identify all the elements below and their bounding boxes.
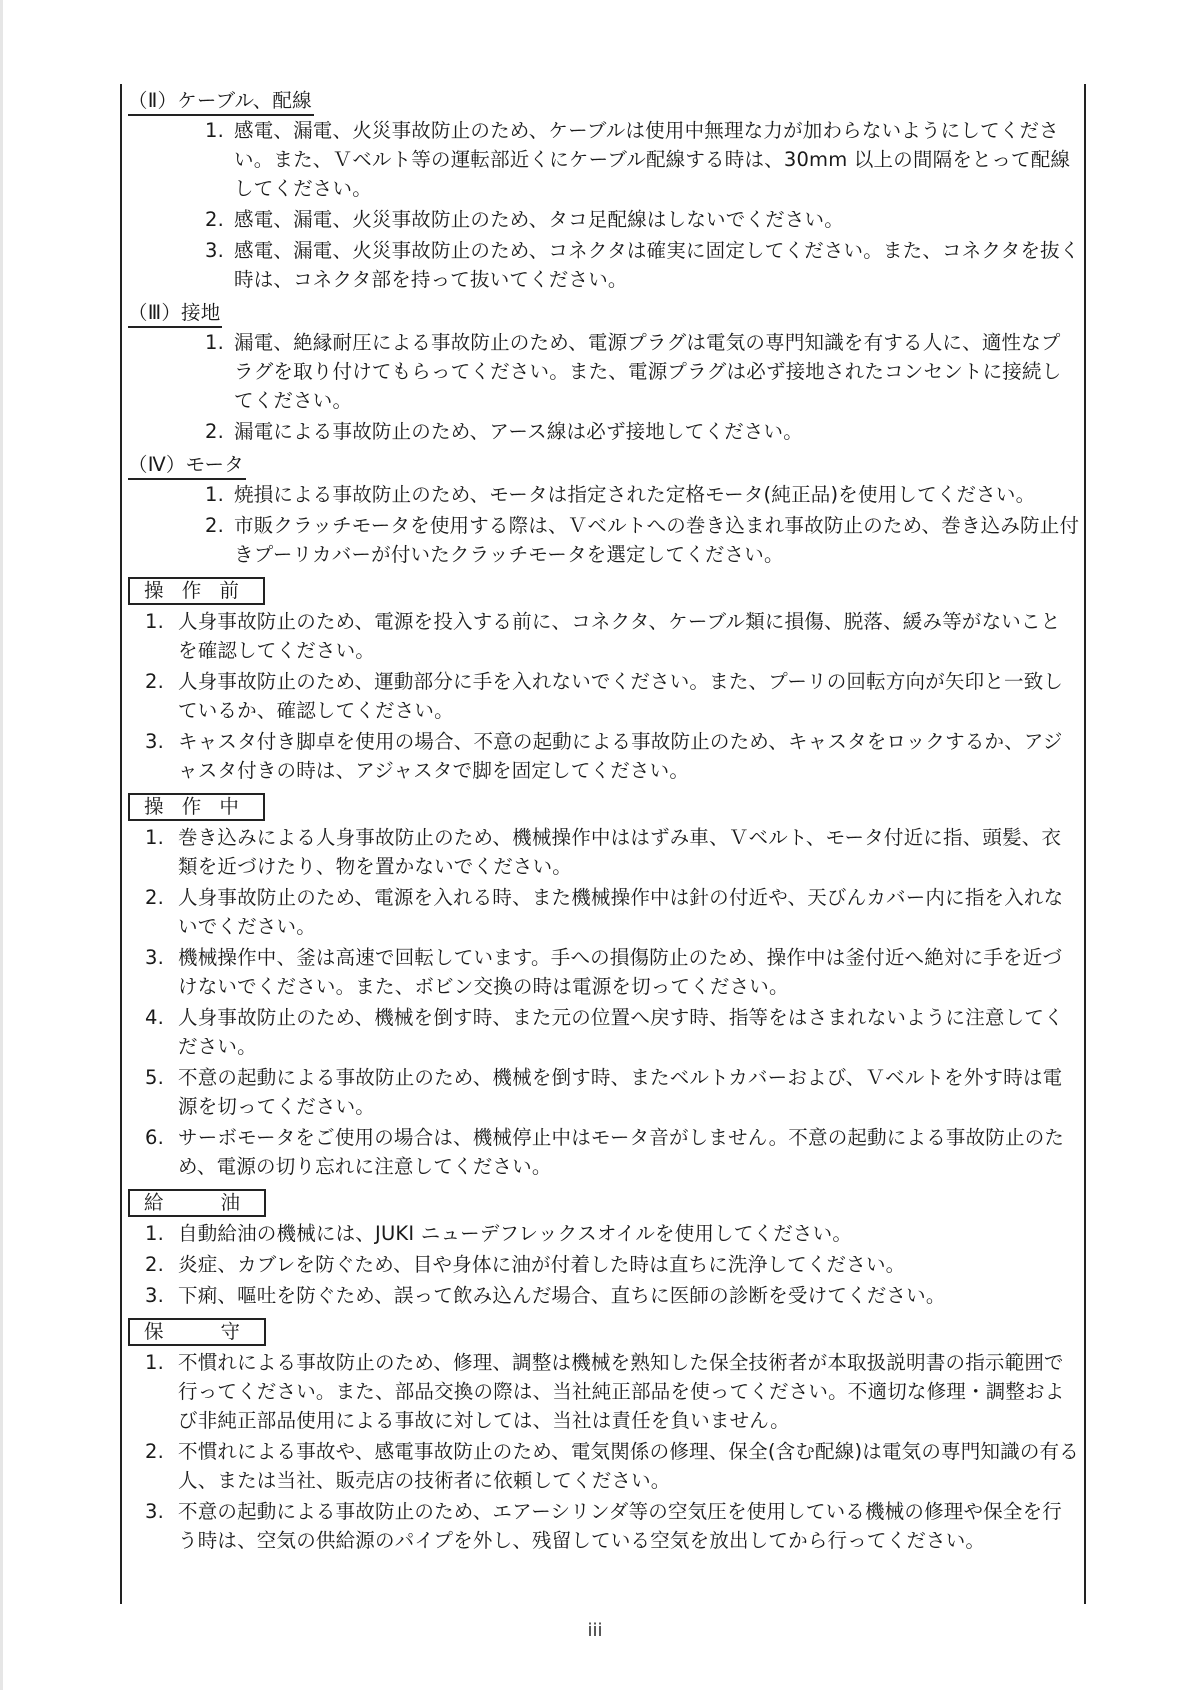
item-number: 2. (144, 1440, 164, 1463)
item-text: 不慣れによる事故や、感電事故防止のため、電気関係の修理、保全(含む配線)は電気の専門知識の有る人、または当社、販売店の技術者に依頼してください。 (178, 1440, 1079, 1492)
item-text: 下痢、嘔吐を防ぐため、誤って飲み込んだ場合、直ちに医師の診断を受けてください。 (178, 1284, 946, 1307)
motor-heading: （Ⅳ）モータ (128, 452, 246, 480)
item-number: 3. (204, 239, 224, 262)
list-item (128, 1497, 1080, 1555)
list-item (128, 1063, 1080, 1121)
item-text: 人身事故防止のため、電源を投入する前に、コネクタ、ケーブル類に損傷、脱落、緩み等がないことを確認してください。 (178, 610, 1061, 662)
list-item (128, 417, 1080, 446)
list-item (128, 667, 1080, 725)
list-item (128, 1250, 1080, 1279)
item-text: 人身事故防止のため、電源を入れる時、また機械操作中は針の付近や、天びんカバー内に指を入れないでください。 (178, 886, 1064, 938)
item-number: 1. (204, 119, 224, 142)
item-text: サーボモータをご使用の場合は、機械停止中はモータ音がしません。不意の起動による事故防止のため、電源の切り忘れに注意してください。 (178, 1126, 1065, 1178)
list-item (128, 1281, 1080, 1310)
list-item (128, 823, 1080, 881)
item-number: 3. (144, 1284, 164, 1307)
maintenance-section (128, 1314, 1080, 1555)
item-text: 人身事故防止のため、運動部分に手を入れないでください。また、プーリの回転方向が矢印と一致しているか、確認してください。 (178, 670, 1064, 722)
list-item (128, 607, 1080, 665)
list-item (128, 883, 1080, 941)
item-text: 人身事故防止のため、機械を倒す時、また元の位置へ戻す時、指等をはさまれないように注意してください。 (178, 1006, 1064, 1058)
item-text: 巻き込みによる人身事故防止のため、機械操作中ははずみ車、Ｖベルト、モータ付近に指、頭髪、衣類を近づけたり、物を置かないでください。 (178, 826, 1062, 878)
item-number: 6. (144, 1126, 164, 1149)
cable-section (128, 86, 1080, 294)
item-text: 感電、漏電、火災事故防止のため、ケーブルは使用中無理な力が加わらないようにしてください。また、Ｖベルト等の運転部近くにケーブル配線する時は、30mm 以上の間隔をとって配線してください。 (234, 119, 1071, 200)
item-number: 5. (144, 1066, 164, 1089)
item-number: 2. (204, 514, 224, 537)
during-operation-heading: 操 作 中 (128, 793, 265, 821)
item-text: 不意の起動による事故防止のため、機械を倒す時、またベルトカバーおよび、Ｖベルトを外す時は電源を切ってください。 (178, 1066, 1063, 1118)
item-text: 感電、漏電、火災事故防止のため、コネクタは確実に固定してください。また、コネクタを抜く時は、コネクタ部を持って抜いてください。 (234, 239, 1080, 291)
item-text: 機械操作中、釜は高速で回転しています。手への損傷防止のため、操作中は釜付近へ絶対に手を近づけないでください。また、ボビン交換の時は電源を切ってください。 (178, 946, 1063, 998)
item-number: 2. (204, 208, 224, 231)
item-number: 1. (204, 331, 224, 354)
maintenance-heading: 保 守 (128, 1318, 266, 1346)
list-item (128, 1123, 1080, 1181)
cable-heading: （Ⅱ）ケーブル、配線 (128, 88, 314, 116)
list-item (128, 1219, 1080, 1248)
list-item (128, 328, 1080, 415)
item-text: 不意の起動による事故防止のため、エアーシリンダ等の空気圧を使用している機械の修理や保全を行う時は、空気の供給源のパイプを外し、残留している空気を放出してから行ってください。 (178, 1500, 1062, 1552)
during-operation-section (128, 789, 1080, 1181)
item-text: 漏電による事故防止のため、アース線は必ず接地してください。 (234, 420, 803, 443)
ground-heading: （Ⅲ）接地 (128, 300, 222, 328)
list-item (128, 205, 1080, 234)
item-number: 1. (144, 610, 164, 633)
list-item (128, 1348, 1080, 1435)
item-text: 自動給油の機械には、JUKI ニューデフレックスオイルを使用してください。 (178, 1222, 853, 1245)
document-body (128, 86, 1080, 1559)
list-item (128, 511, 1080, 569)
item-text: キャスタ付き脚卓を使用の場合、不意の起動による事故防止のため、キャスタをロックするか、アジャスタ付きの時は、アジャスタで脚を固定してください。 (178, 730, 1063, 782)
item-number: 2. (144, 670, 164, 693)
list-item (128, 1003, 1080, 1061)
item-number: 1. (144, 1222, 164, 1245)
item-text: 漏電、絶縁耐圧による事故防止のため、電源プラグは電気の専門知識を有する人に、適性なプラグを取り付けてもらってください。また、電源プラグは必ず接地されたコンセントに接続してください。 (234, 331, 1062, 412)
item-text: 炎症、カブレを防ぐため、目や身体に油が付着した時は直ちに洗浄してください。 (178, 1253, 906, 1276)
before-operation-heading: 操 作 前 (128, 577, 265, 605)
page-number: iii (587, 1620, 603, 1641)
item-text: 不慣れによる事故防止のため、修理、調整は機械を熟知した保全技術者が本取扱説明書の指示範囲で行ってください。また、部品交換の際は、当社純正部品を使ってください。不適切な修理・調整および非純正部品使用による事故に対しては、当社は責任を負いません。 (178, 1351, 1065, 1432)
scan-edge (0, 0, 3, 1690)
item-number: 3. (144, 946, 164, 969)
item-text: 市販クラッチモータを使用する際は、Ｖベルトへの巻き込まれ事故防止のため、巻き込み防止付きプーリカバーが付いたクラッチモータを選定してください。 (234, 514, 1080, 566)
item-number: 1. (204, 483, 224, 506)
lubrication-section (128, 1185, 1080, 1310)
item-number: 2. (144, 886, 164, 909)
item-text: 焼損による事故防止のため、モータは指定された定格モータ(純正品)を使用してください。 (234, 483, 1036, 506)
lubrication-heading: 給 油 (128, 1189, 266, 1217)
motor-section (128, 450, 1080, 569)
list-item (128, 1437, 1080, 1495)
list-item (128, 727, 1080, 785)
list-item (128, 943, 1080, 1001)
list-item (128, 480, 1080, 509)
item-text: 感電、漏電、火災事故防止のため、タコ足配線はしないでください。 (234, 208, 844, 231)
list-item (128, 116, 1080, 203)
item-number: 3. (144, 1500, 164, 1523)
list-item (128, 236, 1080, 294)
item-number: 2. (204, 420, 224, 443)
item-number: 1. (144, 1351, 164, 1374)
item-number: 4. (144, 1006, 164, 1029)
ground-section (128, 298, 1080, 446)
item-number: 1. (144, 826, 164, 849)
before-operation-section (128, 573, 1080, 785)
item-number: 2. (144, 1253, 164, 1276)
item-number: 3. (144, 730, 164, 753)
